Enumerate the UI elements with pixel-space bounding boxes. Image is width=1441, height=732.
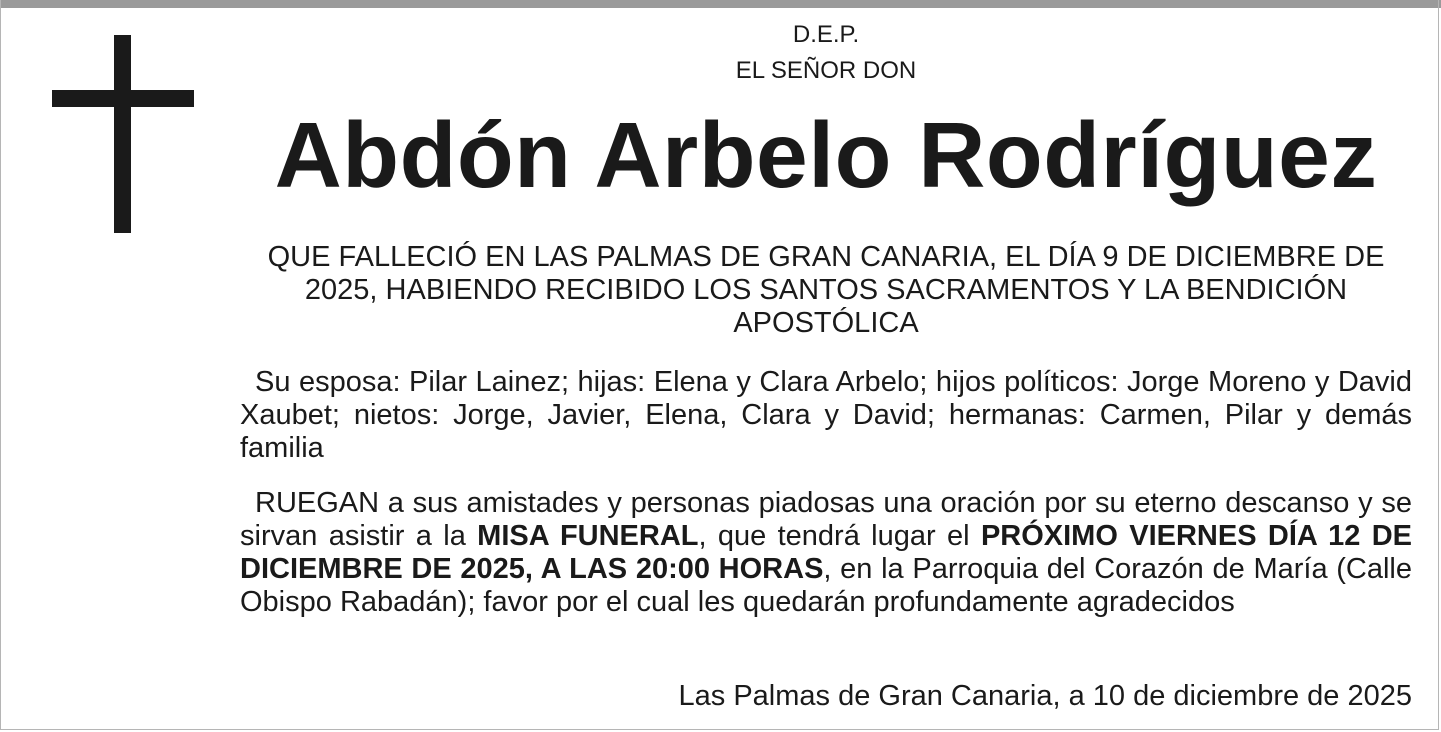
- cross-vertical-bar: [114, 35, 131, 233]
- cross-horizontal-bar: [52, 90, 194, 107]
- request-text-3: , en la Parroquia del Corazón de María (Calle Obispo Rabadán); favor por el cual les quedarán profundamente agradecidos: [240, 553, 1413, 618]
- honorific-heading: EL SEÑOR DON: [735, 57, 917, 84]
- mass-label: MISA FUNERAL: [477, 520, 699, 552]
- cross-icon: [52, 35, 194, 233]
- dep-heading: D.E.P.: [792, 21, 860, 48]
- request-text-1: RUEGAN a sus amistades y personas piadosas una oración por su eterno descanso y se sirvan asistir a la: [240, 487, 1412, 552]
- family-paragraph: Su esposa: Pilar Lainez; hijas: Elena y Clara Arbelo; hijos políticos: Jorge Moreno y David Xaubet; nietos: Jorge, Javier, Elena, Clara y David; hermanas: Carmen, Pilar y demás familia: [240, 366, 1412, 464]
- request-text-2: , que tendrá lugar el: [698, 520, 981, 552]
- place-date-line: Las Palmas de Gran Canaria, a 10 de diciembre de 2025: [678, 680, 1412, 712]
- mass-datetime: PRÓXIMO VIERNES DÍA 12 DE DICIEMBRE DE 2025, A LAS 20:00 HORAS: [240, 520, 1412, 585]
- death-notice: QUE FALLECIÓ EN LAS PALMAS DE GRAN CANARIA, EL DÍA 9 DE DICIEMBRE DE 2025, HABIENDO RECIBIDO LOS SANTOS SACRAMENTOS Y LA BENDICIÓN APOSTÓLICA: [267, 241, 1385, 339]
- deceased-name: Abdón Arbelo Rodríguez: [274, 103, 1378, 207]
- request-paragraph: [240, 487, 1412, 619]
